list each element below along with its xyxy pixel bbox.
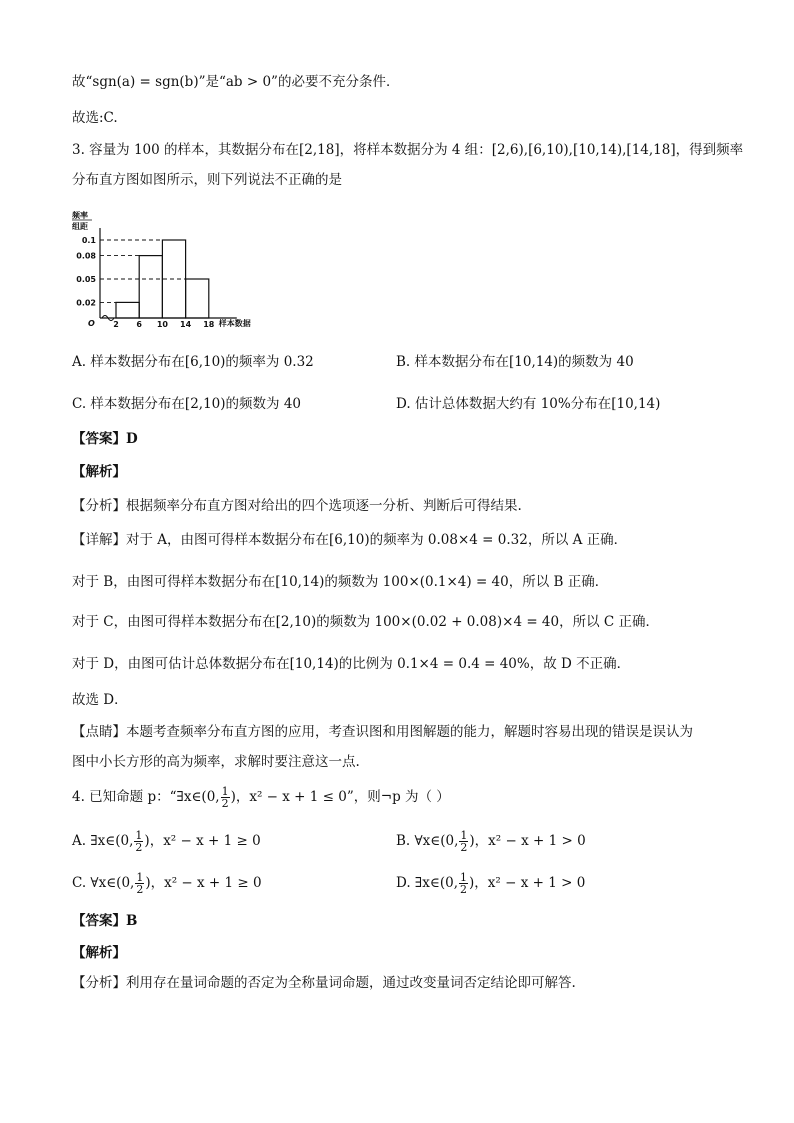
- fraction-numerator: 1: [460, 829, 468, 842]
- q4-a-start: A. ∃x∈(0,: [72, 833, 134, 849]
- q4-option-a: [72, 830, 261, 853]
- q3-stem-line-1: 3. 容量为 100 的样本，其数据分布在[2,18]，将样本数据分为 4 组：[2,6),[6,10),[10,14),[14,18]，得到频率: [72, 142, 744, 158]
- fraction-denominator: 2: [135, 841, 143, 854]
- q4-b-end: )，x² − x + 1 > 0: [469, 833, 586, 849]
- q3-option-c: C. 样本数据分布在[2,10)的频数为 40: [72, 396, 301, 412]
- q3-detail-a: 【详解】对于 A，由图可得样本数据分布在[6,10)的频率为 0.08×4 = 0.32，所以 A 正确．: [72, 532, 628, 548]
- q4-option-d: [396, 872, 585, 895]
- q4-c-start: C. ∀x∈(0,: [72, 875, 135, 891]
- y-tick-label: 0.05: [76, 275, 96, 284]
- q4-d-end: )，x² − x + 1 > 0: [469, 875, 586, 891]
- fraction-one-half: [134, 830, 143, 853]
- q3-option-b: B. 样本数据分布在[10,14)的频数为 40: [396, 354, 634, 370]
- conclusion-line: 故“sgn(a) = sgn(b)”是“ab > 0”的必要不充分条件．: [72, 74, 400, 90]
- fraction-denominator: 2: [460, 841, 468, 854]
- histogram-ticks: [76, 236, 215, 329]
- histogram-bar: [139, 256, 162, 318]
- choose-c-line: 故选:C.: [72, 110, 118, 126]
- q3-detail-c: 对于 C，由图可得样本数据分布在[2,10)的频数为 100×(0.02 + 0.08)×4 = 40，所以 C 正确．: [72, 614, 660, 630]
- fraction-one-half: [221, 786, 230, 809]
- fraction-numerator: 1: [136, 871, 144, 884]
- x-axis-label: 样本数据: [218, 319, 251, 328]
- q4-option-c: [72, 872, 262, 895]
- x-tick-label: 14: [180, 320, 192, 329]
- y-tick-label: 0.08: [76, 251, 96, 261]
- q3-detail-b: 对于 B，由图可得样本数据分布在[10,14)的频数为 100×(0.1×4) = 40，所以 B 正确．: [72, 574, 609, 590]
- q4-stem-start: 4. 已知命题 p：“∃x∈(0,: [72, 789, 220, 805]
- y-tick-label: 0.1: [81, 236, 96, 245]
- fraction-numerator: 1: [221, 785, 229, 798]
- q4-a-end: )，x² − x + 1 ≥ 0: [144, 833, 261, 849]
- q3-option-d: D. 估计总体数据大约有 10%分布在[10,14): [396, 396, 661, 412]
- q3-option-a: A. 样本数据分布在[6,10)的频率为 0.32: [72, 354, 314, 370]
- fraction-denominator: 2: [221, 797, 229, 810]
- y-axis-label-bottom: 组距: [72, 222, 88, 231]
- q4-analysis-heading: 【解析】: [72, 945, 126, 961]
- q3-remark-line-2: 图中小长方形的高为频率，求解时要注意这一点.: [72, 754, 360, 770]
- q3-choose-d: 故选 D．: [72, 692, 128, 708]
- fraction-denominator: 2: [460, 883, 468, 896]
- fraction-denominator: 2: [136, 883, 144, 896]
- fraction-one-half: [459, 830, 468, 853]
- histogram-bar: [116, 302, 139, 318]
- q4-d-start: D. ∃x∈(0,: [396, 875, 459, 891]
- q3-detail-d: 对于 D，由图可估计总体数据分布在[10,14)的比例为 0.1×4 = 0.4 = 40%，故 D 不正确．: [72, 656, 631, 672]
- q4-b-start: B. ∀x∈(0,: [396, 833, 459, 849]
- q4-answer: 【答案】B: [72, 913, 138, 929]
- fraction-numerator: 1: [460, 871, 468, 884]
- y-tick-label: 0.02: [76, 298, 96, 308]
- fraction-one-half: [135, 872, 144, 895]
- q3-analysis-summary: 【分析】根据频率分布直方图对给出的四个选项逐一分析、判断后可得结果.: [72, 498, 522, 514]
- q4-c-end: )，x² − x + 1 ≥ 0: [145, 875, 262, 891]
- histogram-axes: [72, 210, 251, 328]
- histogram-bar: [186, 279, 209, 318]
- q3-stem-line-2: 分布直方图如图所示，则下列说法不正确的是: [72, 172, 342, 188]
- q4-analysis-summary: 【分析】利用存在量词命题的否定为全称量词命题，通过改变量词否定结论即可解答.: [72, 975, 576, 991]
- x-tick-label: 10: [156, 320, 168, 329]
- y-axis-label-top: 频率: [72, 211, 88, 220]
- q3-answer: 【答案】D: [72, 431, 138, 447]
- q4-stem-end: )，x² − x + 1 ≤ 0”，则¬p 为（ ）: [230, 789, 450, 805]
- fraction-numerator: 1: [135, 829, 143, 842]
- frequency-histogram: [70, 206, 290, 336]
- origin-label: O: [88, 319, 95, 328]
- q4-option-b: [396, 830, 586, 853]
- q4-stem: [72, 786, 450, 809]
- x-tick-label: 6: [136, 320, 142, 329]
- x-tick-label: 18: [203, 320, 215, 329]
- fraction-one-half: [459, 872, 468, 895]
- q3-analysis-heading: 【解析】: [72, 464, 126, 480]
- q3-remark-line-1: 【点睛】本题考查频率分布直方图的应用，考查识图和用图解题的能力，解题时容易出现的错误是误认为: [72, 724, 693, 740]
- x-tick-label: 2: [113, 320, 119, 329]
